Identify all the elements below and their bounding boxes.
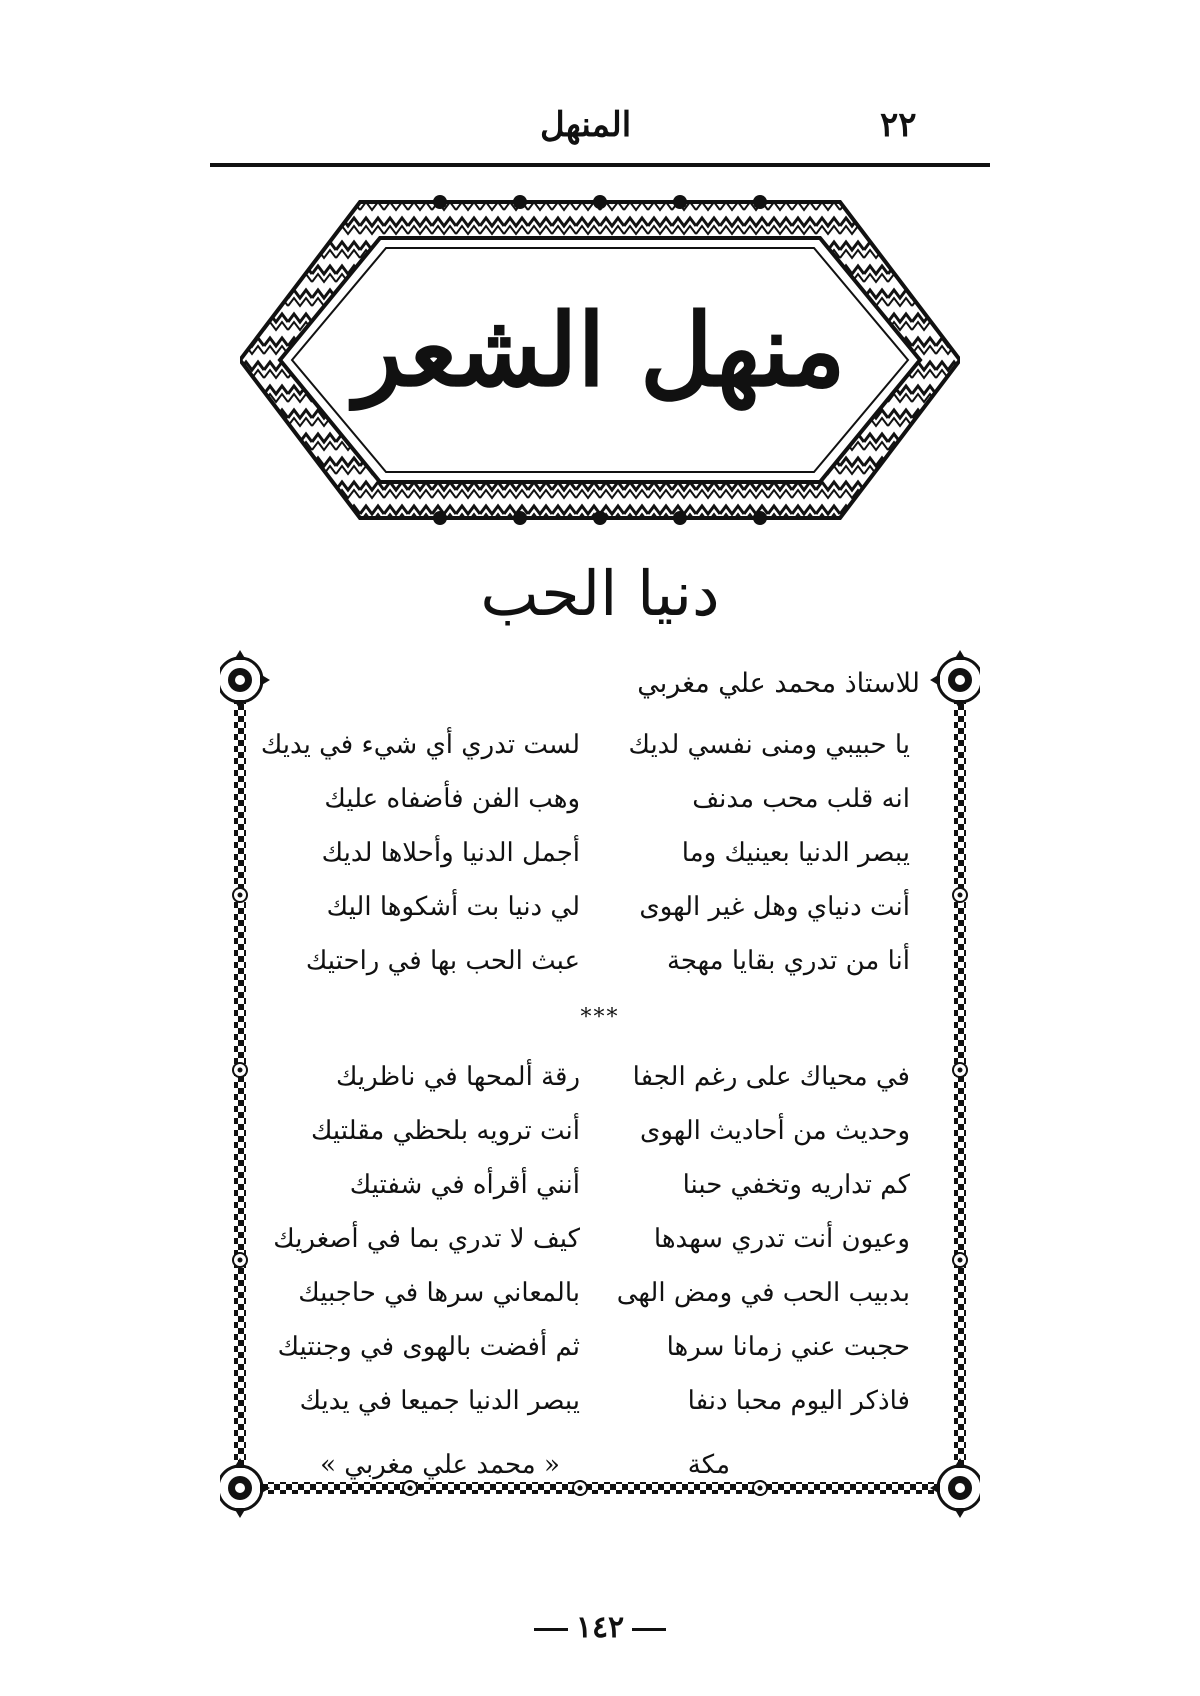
verse-line — [290, 1116, 910, 1160]
verse-second-hemistich: كيف لا تدري بما في أصغريك — [273, 1224, 580, 1254]
verse-line — [290, 1386, 910, 1430]
folio-dash-right — [632, 1628, 666, 1631]
verse-line — [260, 730, 910, 774]
verse-line — [277, 1332, 910, 1376]
verse-first-hemistich: فاذكر اليوم محبا دنفا — [687, 1386, 910, 1416]
verse-line — [290, 946, 910, 990]
verse-second-hemistich: يبصر الدنيا جميعا في يديك — [299, 1386, 580, 1416]
verse-first-hemistich: وعيون أنت تدري سهدها — [653, 1224, 910, 1254]
verse-line — [290, 892, 910, 936]
verse-first-hemistich: حجبت عني زمانا سرها — [666, 1332, 910, 1362]
stanza-separator: *** — [580, 1005, 620, 1030]
page-folio — [500, 1610, 700, 1645]
verse-line — [290, 838, 910, 882]
poem-signature: « محمد علي مغربي » — [320, 1450, 560, 1480]
verse-first-hemistich: بدبيب الحب في ومض الهى — [616, 1278, 910, 1308]
verse-second-hemistich: أنني أقرأه في شفتيك — [349, 1170, 580, 1200]
verse-line — [273, 1224, 910, 1268]
poem-place: مكة — [687, 1450, 730, 1480]
verse-line — [290, 1062, 910, 1106]
verse-second-hemistich: لست تدري أي شيء في يديك — [260, 730, 580, 760]
verse-first-hemistich: وحديث من أحاديث الهوى — [639, 1116, 910, 1146]
folio-dash-left — [534, 1628, 568, 1631]
verse-first-hemistich: أنا من تدري بقايا مهجة — [666, 946, 910, 976]
verse-second-hemistich: لي دنيا بت أشكوها اليك — [326, 892, 580, 922]
verse-line — [290, 784, 910, 828]
verse-second-hemistich: رقة ألمحها في ناظريك — [335, 1062, 580, 1092]
verse-first-hemistich: يا حبيبي ومنى نفسي لديك — [628, 730, 910, 760]
verse-first-hemistich: كم تداريه وتخفي حبنا — [682, 1170, 910, 1200]
poem-title: دنيا الحب — [480, 557, 720, 630]
header-page-number: ٢٢ — [880, 105, 917, 145]
verse-second-hemistich: أنت ترويه بلحظي مقلتيك — [310, 1116, 580, 1146]
poem-byline: للاستاذ محمد علي مغربي — [637, 668, 920, 699]
verse-first-hemistich: في محياك على رغم الجفا — [632, 1062, 910, 1092]
verse-first-hemistich: أنت دنياي وهل غير الهوى — [639, 892, 910, 922]
header-rule — [210, 163, 990, 167]
verse-first-hemistich: يبصر الدنيا بعينيك وما — [681, 838, 910, 868]
verse-second-hemistich: وهب الفن فأضفاه عليك — [324, 784, 580, 814]
verse-second-hemistich: عبث الحب بها في راحتيك — [305, 946, 580, 976]
verse-line — [290, 1278, 910, 1322]
verse-second-hemistich: أجمل الدنيا وأحلاها لديك — [321, 838, 580, 868]
folio-number: ١٤٢ — [575, 1610, 625, 1645]
verse-first-hemistich: انه قلب محب مدنف — [692, 784, 910, 814]
verse-line — [290, 1170, 910, 1214]
verse-second-hemistich: بالمعاني سرها في حاجبيك — [298, 1278, 580, 1308]
header-journal-title: المنهل — [540, 105, 632, 145]
verse-second-hemistich: ثم أفضت بالهوى في وجنتيك — [277, 1332, 580, 1362]
section-heading-calligraphy: منهل الشعر — [354, 291, 846, 409]
